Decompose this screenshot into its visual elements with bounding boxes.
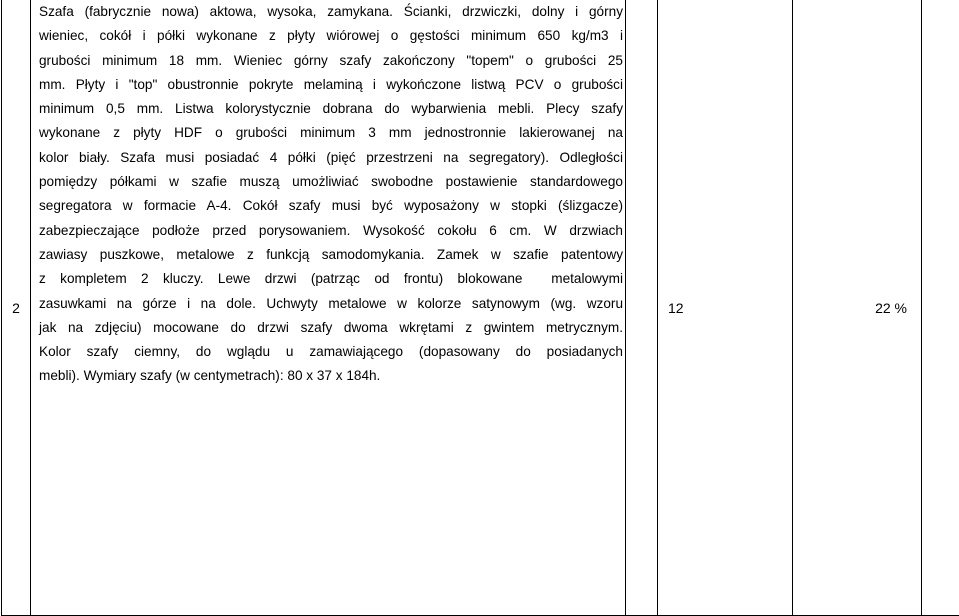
table-row: [2, 0, 959, 616]
description-line: zabezpieczające podłoże przed porysowaniem. Wysokość cokołu 6 cm. W drzwiach: [39, 222, 623, 238]
description-line: zawiasy puszkowe, metalowe z funkcją samodomykania. Zamek w szafie patentowy: [39, 246, 623, 262]
quantity-value: 12: [668, 299, 684, 316]
quantity-cell: [658, 0, 793, 616]
description-line: jak na zdjęciu) mocowane do drzwi szafy dwoma wkrętami z gwintem metrycznym.: [39, 319, 623, 335]
empty-cell: [626, 0, 658, 616]
description-cell: [31, 0, 626, 616]
description-text: [31, 0, 625, 389]
description-line: wieniec, cokół i półki wykonane z płyty wiórowej o gęstości minimum 650 kg/m3 i: [39, 28, 623, 44]
row-number: 2: [12, 299, 20, 316]
description-line: z kompletem 2 kluczy. Lewe drzwi (patrząc od frontu) blokowane metalowymi: [39, 271, 623, 287]
description-line: Szafa (fabrycznie nowa) aktowa, wysoka, zamykana. Ścianki, drzwiczki, dolny i górny: [39, 4, 623, 19]
description-line: pomiędzy półkami w szafie muszą umożliwiać swobodne postawienie standardowego: [39, 174, 623, 190]
description-line: segregatora w formacie A-4. Cokół szafy musi być wyposażony w stopki (ślizgacze): [39, 198, 623, 214]
description-line: kolor biały. Szafa musi posiadać 4 półki (pięć przestrzeni na segregatory). Odległości: [39, 149, 623, 165]
description-line: minimum 0,5 mm. Listwa kolorystycznie dobrana do wybarwienia mebli. Plecy szafy: [39, 101, 623, 117]
description-line: grubości minimum 18 mm. Wieniec górny szafy zakończony "topem" o grubości 25: [39, 52, 623, 68]
description-line: mm. Płyty i "top" obustronnie pokryte melaminą i wykończone listwą PCV o grubości: [39, 76, 623, 92]
vat-value: 22 %: [875, 299, 907, 316]
row-number-cell: [2, 0, 31, 616]
vat-cell: [793, 0, 922, 616]
empty-cell: [922, 0, 959, 616]
description-line: zasuwkami na górze i na dole. Uchwyty metalowe w kolorze satynowym (wg. wzoru: [39, 295, 623, 311]
specification-table: [1, 0, 959, 616]
description-line: Kolor szafy ciemny, do wglądu u zamawiającego (dopasowany do posiadanych: [39, 344, 623, 360]
description-line: wykonane z płyty HDF o grubości minimum 3 mm jednostronnie lakierowanej na: [39, 125, 623, 141]
description-line: mebli). Wymiary szafy (w centymetrach): 80 x 37 x 184h.: [39, 368, 381, 384]
